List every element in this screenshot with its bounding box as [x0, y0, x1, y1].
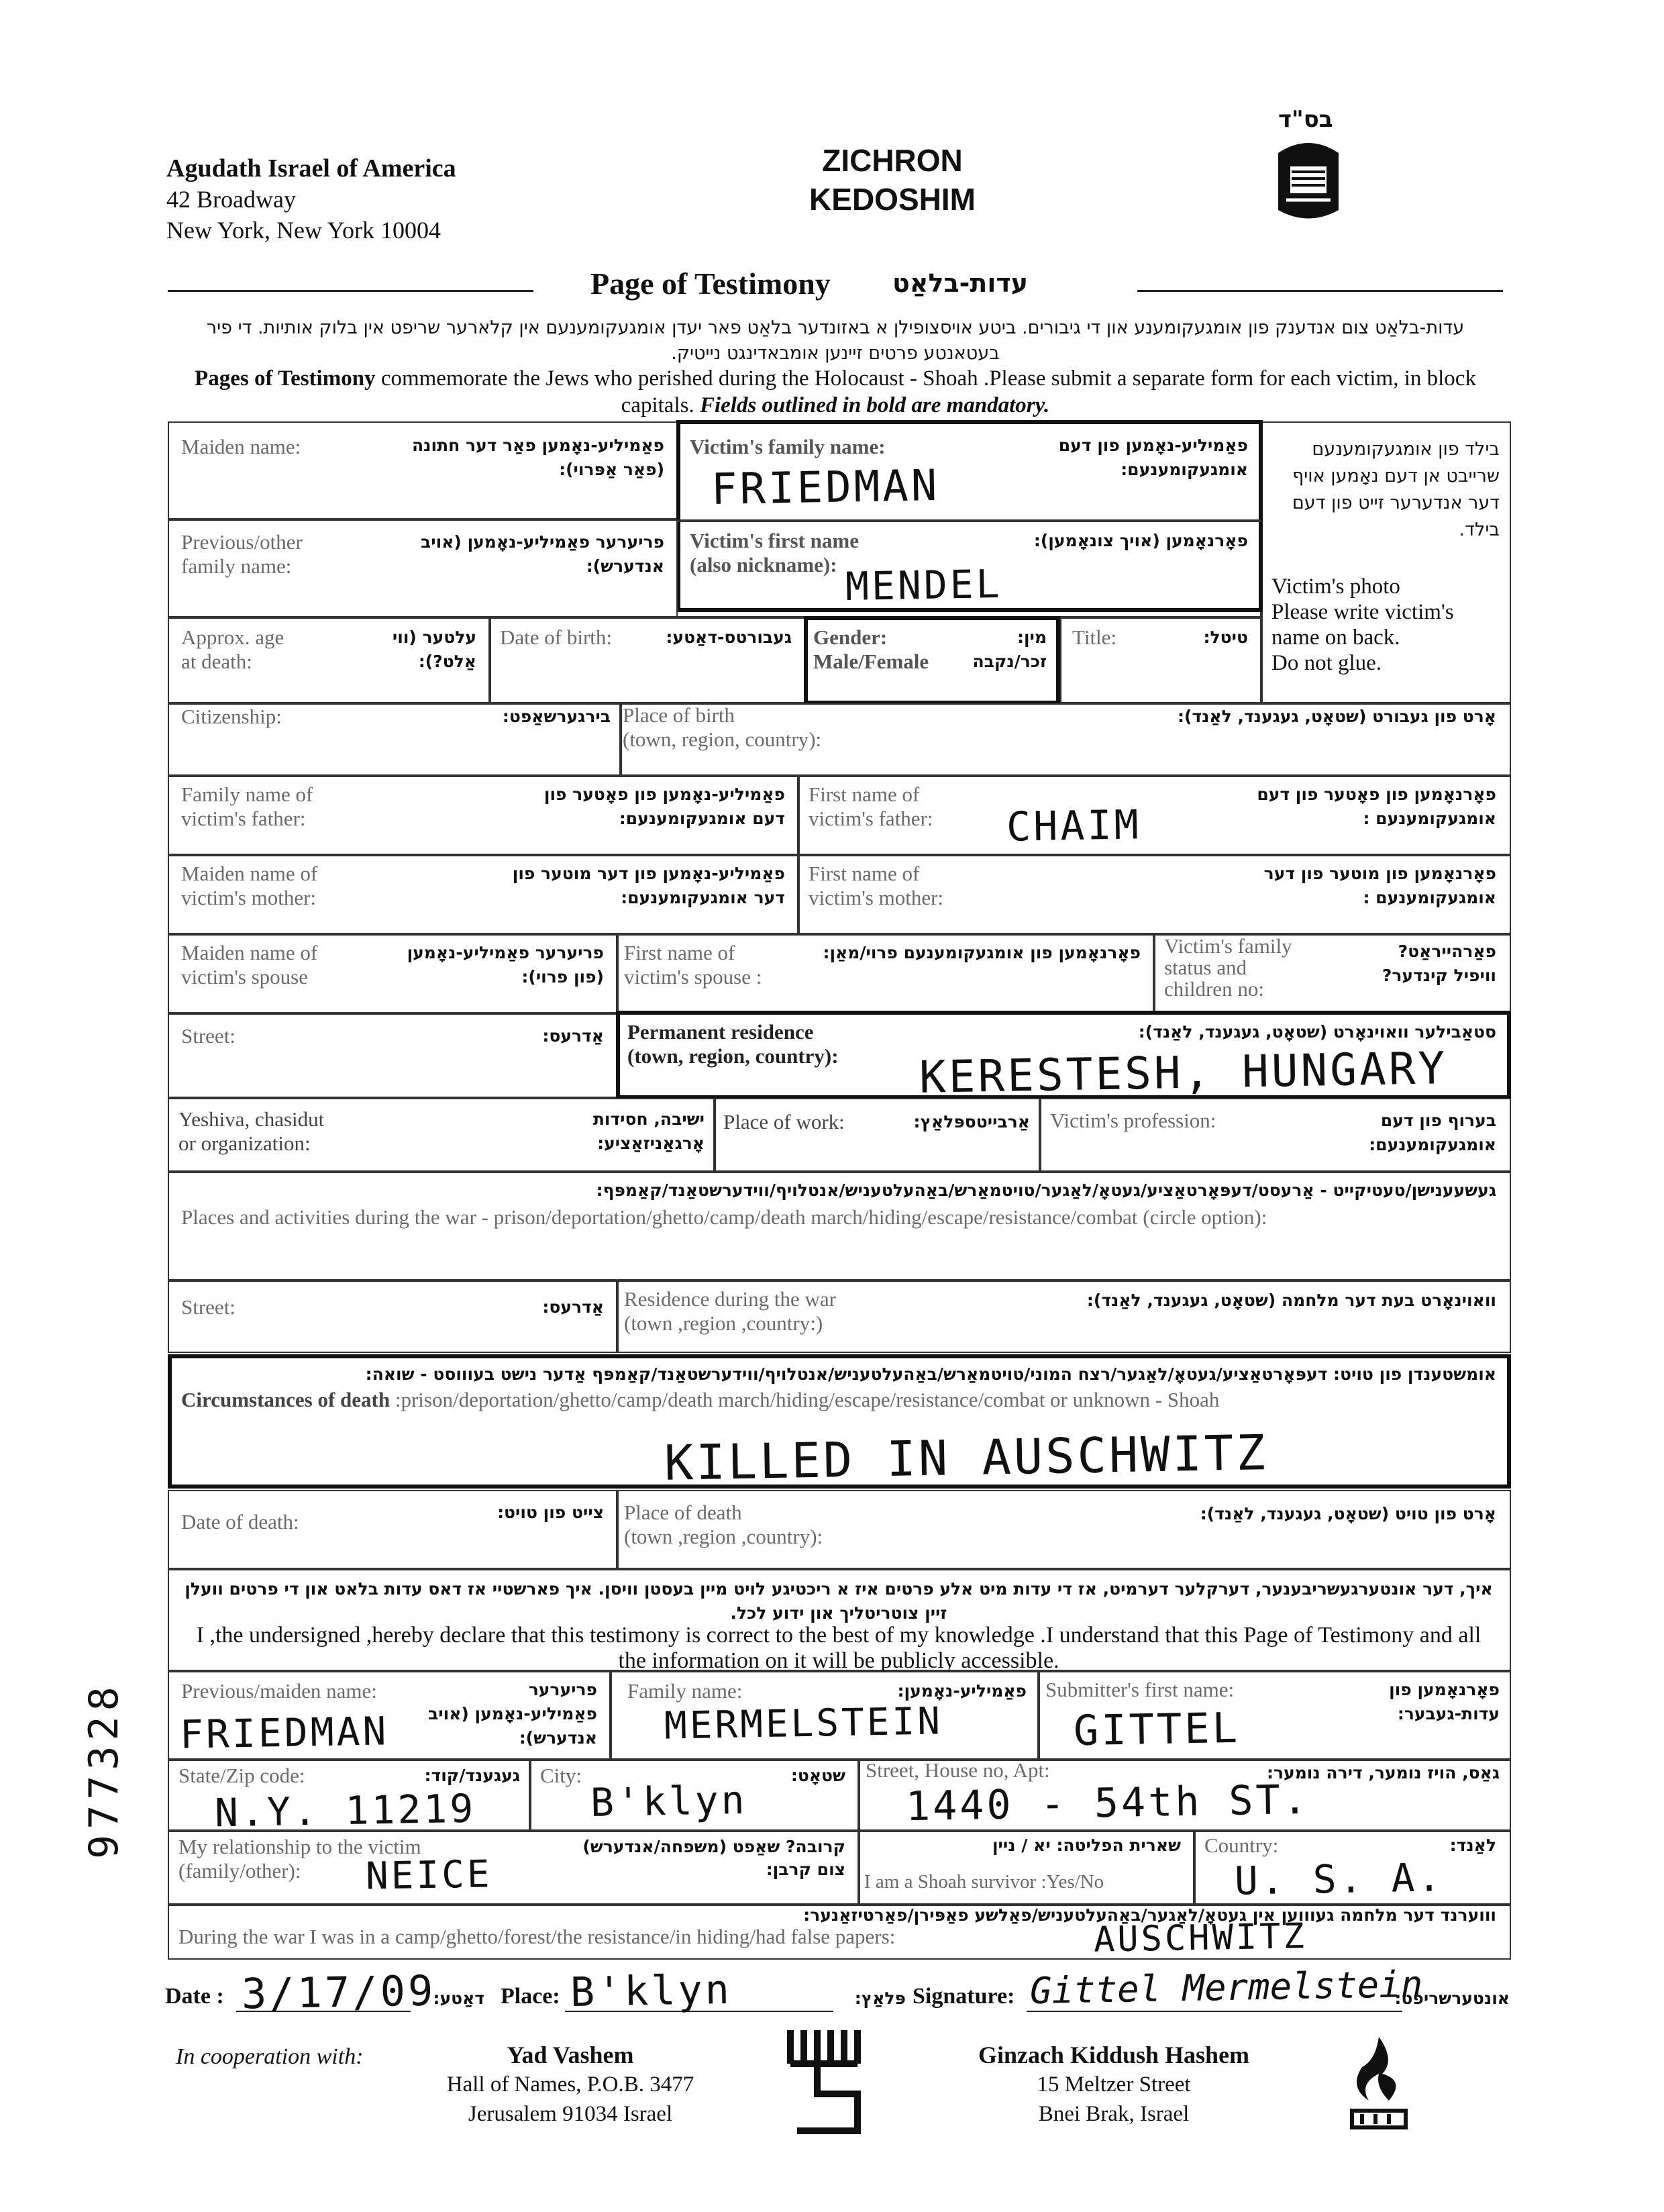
war-street-label: Street: [181, 1295, 236, 1319]
ginzach-address [939, 2040, 1288, 2129]
date-value[interactable]: 3/17/09 [241, 1966, 436, 2019]
father-first-l1: First name of [809, 783, 920, 806]
submitter-street-label-he: גאַס, הויז נומער, דירה נומער: [1267, 1763, 1500, 1782]
maiden-name-label: Maiden name: [181, 435, 301, 458]
place-of-work-cell[interactable] [715, 1098, 1040, 1172]
submitter-first-name-label: Submitter's first name: [1045, 1678, 1235, 1701]
profession-label-he [1349, 1109, 1496, 1157]
place-of-death-l1: Place of death [624, 1501, 742, 1524]
relationship-l1: My relationship to the victim [178, 1835, 421, 1858]
place-value[interactable]: B'klyn [570, 1966, 733, 2017]
yad-vashem-address [403, 2040, 738, 2129]
country-label: Country: [1204, 1833, 1279, 1857]
submitter-previous-name-value[interactable]: FRIEDMAN [179, 1708, 389, 1758]
title-line2: KEDOSHIM [809, 182, 976, 217]
declaration-he: איך, דער אונטערגעשריבענער, דערקלער דערמיט, אז די עדות מיט אלע פרטים איז א ריכטיגע לויט מיין בעסטן וויסן. איך פארשטיי אז דאס עדות בלאט און די פרטים וועלן זיין צוטריטליך און ידוע לכל. [185, 1579, 1493, 1623]
date-of-death-label: Date of death: [181, 1510, 299, 1534]
place-of-death-label [624, 1501, 823, 1549]
title-label-he: טיטל: [1203, 627, 1248, 647]
place-label: Place: [501, 1984, 560, 2009]
mother-first-name-label-he: פאָרנאָמען פון מוטער פון דער אומגעקומענעם : [1263, 864, 1496, 907]
circumstances-value[interactable]: KILLED IN AUSCHWITZ [664, 1424, 1269, 1491]
yeshiva-label-he [523, 1107, 705, 1156]
gender-l2: Male/Female [813, 650, 929, 673]
intro-bold: Pages of Testimony [195, 366, 376, 391]
victim-first-name-l1: Victim's first name [690, 529, 859, 552]
gender-he2: זכר/נקבה [972, 652, 1047, 671]
victim-names-divider [678, 519, 1261, 522]
org-city: New York, New York 10004 [166, 217, 441, 244]
yeshiva-label [178, 1107, 324, 1156]
spouse-maiden-l2: victim's spouse [181, 965, 308, 989]
place-of-death-l2: (town ,region ,country): [624, 1525, 823, 1548]
war-residence-l2: (town ,region ,country:) [624, 1311, 823, 1335]
yeshiva-he1: ישיבה, חסידות [592, 1109, 705, 1129]
handwritten-side-number: 977328 [81, 1681, 127, 1859]
spouse-first-l1: First name of [624, 941, 735, 964]
during-war-label: During the war I was in a camp/ghetto/forest/the resistance/in hiding/had false papers: [178, 1925, 896, 1948]
circumstances-bold: Circumstances of death [181, 1388, 391, 1411]
spouse-maiden-name-label-he: פריערער פאַמיליע-נאָמען (פון פרוי): [407, 943, 604, 987]
victim-family-name-value[interactable]: FRIEDMAN [711, 461, 940, 515]
ginzach-name: Ginzach Kiddush Hashem [978, 2042, 1250, 2068]
yeshiva-he2: אָרגאַניזאַציע: [597, 1134, 705, 1153]
during-war-value[interactable]: AUSCHWITZ [1093, 1916, 1308, 1960]
relationship-label-he: קרובה? שאַפט (משפחה/אנדערש) [582, 1837, 845, 1856]
circumstances-rest: :prison/deportation/ghetto/camp/death march/hiding/escape/resistance/combat or unknown - Shoah [390, 1388, 1220, 1411]
spouse-maiden-name-label [181, 941, 317, 989]
submitter-street-label: Street, House no, Apt: [866, 1758, 1050, 1782]
family-status-l2: status and [1164, 956, 1247, 979]
form-title [725, 141, 1060, 219]
submitter-first-name-value[interactable]: GITTEL [1073, 1703, 1241, 1756]
survivor-label: I am a Shoah survivor :Yes/No [864, 1871, 1104, 1893]
submitter-family-name-label-he: פאַמיליע-נאָמען: [897, 1681, 1027, 1701]
permanent-residence-value[interactable]: KERESTESH, HUNGARY [919, 1042, 1448, 1103]
submitter-first-name-label-he [1355, 1678, 1500, 1726]
relationship-l2: (family/other): [178, 1859, 301, 1882]
place-of-birth-label-he: אָרט פון געבורט (שטאָט, געגענד, לאַנד): [1177, 707, 1496, 726]
circumstances-label [181, 1388, 1503, 1412]
submitter-previous-name-label: Previous/maiden name: [181, 1679, 377, 1703]
state-zip-label: State/Zip code: [178, 1764, 305, 1787]
family-status-l1: Victim's family [1164, 934, 1292, 958]
state-zip-label-he: געגענד/קוד: [424, 1766, 520, 1785]
city-label-he: שטאָט: [790, 1766, 845, 1785]
survivor-label-he1: שארית הפליטה: יא / ניין [992, 1836, 1181, 1855]
profession-label: Victim's profession: [1050, 1109, 1216, 1132]
yad-vashem-line2: Jerusalem 91034 Israel [468, 2102, 673, 2126]
victim-family-name-label: Victim's family name: [690, 435, 886, 458]
country-value[interactable]: U. S. A. [1234, 1854, 1444, 1904]
victim-first-name-label [690, 529, 859, 577]
country-label-he: לאַנד: [1449, 1836, 1496, 1855]
street-label: Street: [181, 1024, 236, 1048]
spouse-first-l2: victim's spouse : [624, 965, 762, 989]
state-zip-value[interactable]: N.Y. 11219 [214, 1785, 476, 1836]
places-activities-label-he: געשעענישן/טעטיקייט - אַרעסט/דעפּאָרטאַציע/געטאָ/לאַגער/טויטמאַרש/באַהעלטעניש/אנטלויף/ווידערשטאַנד/קאַמפּף: [596, 1180, 1496, 1200]
mother-maiden-l1: Maiden name of [181, 862, 318, 885]
previous-family-name-label [181, 530, 303, 579]
permanent-residence-label-he: סטאַבילער וואוינאָרט (שטאָט, געגענד, לאַנד): [1138, 1022, 1496, 1042]
place-of-death-label-he: אָרט פון טויט (שטאָט, געגענד, לאַנד): [1200, 1504, 1496, 1523]
gender-l1: Gender: [813, 625, 888, 649]
during-war-label-he: וווערנד דער מלחמה געוווען אין געטאָ/לאַגער/באַהעלטעניש/פאַלשע פאַפּירן/פאַרטיזאַנער: [803, 1905, 1496, 1925]
submitter-first-he1: פאָרנאָמען פון [1389, 1680, 1500, 1699]
permanent-residence-l1: Permanent residence [627, 1020, 814, 1044]
previous-family-name-l2: family name: [181, 554, 292, 578]
date-of-birth-label: Date of birth: [500, 625, 613, 649]
father-first-l2: victim's father: [809, 807, 933, 830]
page-of-testimony-title-he: עדות-בלאַט [892, 268, 1029, 298]
approx-age-label-he: עלטער (ווי אַלט?): [392, 627, 476, 671]
submitter-family-name-value[interactable]: MERMELSTEIN [664, 1699, 943, 1748]
mother-maiden-name-label [181, 862, 317, 910]
submitter-street-value[interactable]: 1440 - 54th ST. [905, 1776, 1310, 1831]
org-address [166, 153, 456, 246]
intro-mandatory: Fields outlined in bold are mandatory. [699, 393, 1050, 417]
father-first-name-label-he: פאָרנאָמען פון פאָטער פון דעם אומגעקומענעם : [1257, 785, 1496, 828]
submitter-family-name-label: Family name: [627, 1679, 743, 1703]
mother-first-l1: First name of [809, 862, 920, 885]
photo-instructions-he: בילד פון אומגעקומענעם שרייבט אן דעם נאָמען אויף דער אנדערער זייט פון דעם בילד. [1292, 439, 1500, 540]
title-rule-left [168, 290, 533, 292]
war-residence-label-he: וואוינאָרט בעת דער מלחמה (שטאָט, געגענד, לאַנד): [1086, 1291, 1496, 1310]
family-status-label-he [1362, 940, 1496, 988]
agudath-logo-icon [1271, 140, 1345, 227]
cooperation-label: In cooperation with: [176, 2044, 364, 2069]
war-street-label-he: אַדרעס: [542, 1297, 604, 1317]
war-residence-l1: Residence during the war [624, 1287, 836, 1311]
mother-first-l2: victim's mother: [809, 886, 944, 909]
org-street: 42 Broadway [166, 186, 296, 213]
bsd-mark: בס"ד [1278, 106, 1333, 133]
date-of-death-label-he: צייט פון טויט: [497, 1503, 604, 1522]
yeshiva-l1: Yeshiva, chasidut [178, 1107, 325, 1131]
city-value[interactable]: B'klyn [590, 1776, 748, 1826]
circumstances-label-he: אומשטענדן פון טויט: דעפּאָרטאַציע/געטאָ/לאַגער/רצח המוני/טויטמאַרש/באַהעלטעניש/אנטלויף/ווידערשטאַנד/קאַמפּף אַדער נישט בעוווסט - שואה: [365, 1364, 1496, 1384]
submitter-first-he2: עדות-געבער: [1397, 1704, 1500, 1723]
maiden-name-label-he: פאַמיליע-נאָמען פאַר דער חתונה (פאַר אַפּרוי): [411, 436, 664, 479]
org-name: Agudath Israel of America [166, 154, 456, 183]
yeshiva-l2: or organization: [178, 1132, 311, 1155]
permanent-residence-label [627, 1020, 839, 1068]
victim-first-name-label-he: פאָרנאָמען (אויך צונאָמען): [1033, 531, 1248, 550]
place-label-he: פּלאַץ: [854, 1989, 906, 2008]
gender-label [813, 625, 929, 674]
signature-value[interactable]: Gittel Mermelstein [1029, 1962, 1423, 2013]
yad-vashem-logo-icon [777, 2020, 878, 2141]
family-status-l3: children no: [1164, 977, 1264, 1001]
place-of-birth-label [623, 703, 821, 752]
father-family-name-label [181, 783, 313, 831]
gender-label-he [939, 625, 1047, 674]
ginzach-line1: 15 Meltzer Street [1037, 2072, 1191, 2097]
place-of-work-label: Place of work: [723, 1110, 845, 1134]
victim-family-name-label-he: פאַמיליע-נאָמען פון דעם אומגעקומענעם: [1058, 436, 1248, 479]
date-label: Date : [165, 1984, 224, 2009]
profession-he1: בערוף פון דעם [1380, 1111, 1496, 1130]
date-label-he: דאַטע: [433, 1989, 484, 2008]
family-status-label [1164, 936, 1292, 1000]
ginzach-line2: Bnei Brak, Israel [1038, 2102, 1190, 2126]
survivor-label-he2: צום קרבן: [766, 1860, 845, 1879]
page-of-testimony-title: Page of Testimony [590, 266, 831, 301]
title-line1: ZICHRON [822, 143, 963, 178]
spouse-maiden-l1: Maiden name of [181, 941, 318, 964]
date-of-birth-label-he: געבורטס-דאַטע: [666, 627, 792, 647]
victim-first-name-l2: (also nickname): [690, 553, 837, 576]
declaration-en: I ,the undersigned ,hereby declare that this testimony is correct to the best of my knowledge .I understand that this Page of Testimony and all the information on it will be publicly accessible. [196, 1623, 1481, 1673]
previous-family-name-l1: Previous/other [181, 530, 303, 554]
profession-he2: אומגעקומענעם: [1369, 1135, 1496, 1154]
photo-instructions: Victim's photo Please write victim's name on back. Do not glue. [1271, 574, 1454, 675]
family-status-he1: פאַרהייראַט? [1398, 942, 1496, 961]
approx-age-l1: Approx. age [181, 625, 284, 649]
place-of-birth-l1: Place of birth [623, 703, 735, 727]
title-label: Title: [1072, 625, 1117, 649]
war-residence-label [624, 1287, 836, 1336]
submitter-previous-name-label-he: פריערער פאַמיליע-נאָמען (אויב אנדערש): [428, 1680, 597, 1748]
intro-rest: commemorate the Jews who perished during the Holocaust - Shoah .Please submit a separate form for each victim, in block capitals. [375, 366, 1476, 417]
mother-maiden-l2: victim's mother: [181, 886, 317, 909]
family-status-he2: וויפיל קינדער? [1382, 966, 1496, 985]
intro-text-he: עדות-בלאַט צום אנדענק פון אומגעקומענע און די גיבורים. ביטע אויסצופילן א באזונדער בלאַט פאר יעדן אומגעקומענעם אין קלארער שריפט אין בלוק אותיות. די פיר בעטאנטע פרטים זיינען אומבאדינגט נייטיק. [206, 317, 1465, 364]
permanent-residence-l2: (town, region, country): [627, 1044, 839, 1068]
mother-maiden-name-label-he: פאַמיליע-נאָמען פון דער מוטער פון דער אומגעקומענעם: [512, 864, 785, 907]
father-first-name-label [809, 783, 933, 831]
ginzach-logo-icon [1342, 2033, 1416, 2134]
father-family-l2: victim's father: [181, 807, 306, 830]
spouse-first-name-label [624, 941, 762, 989]
place-of-work-label-he: אַרבייטספּלאַץ: [913, 1112, 1030, 1132]
title-rule-right [1137, 290, 1503, 292]
intro-text-en [174, 365, 1496, 419]
city-label: City: [540, 1764, 582, 1787]
approx-age-label [181, 625, 284, 674]
yad-vashem-line1: Hall of Names, P.O.B. 3477 [446, 2072, 694, 2097]
yad-vashem-name: Yad Vashem [507, 2042, 634, 2068]
places-activities-label: Places and activities during the war - prison/deportation/ghetto/camp/death march/hiding/escape/resistance/combat (circle option): [181, 1205, 1267, 1229]
victim-first-name-value[interactable]: MENDEL [845, 560, 1003, 610]
father-family-name-label-he: פאַמיליע-נאָמען פון פאָטער פון דעם אומגעקומענעם: [543, 785, 785, 828]
place-of-birth-l2: (town, region, country): [623, 727, 822, 751]
signature-label: Signature: [913, 1984, 1015, 2009]
relationship-value[interactable]: NEICE [365, 1852, 493, 1899]
citizenship-label-he: בירגערשאַפט: [502, 707, 611, 726]
gender-he1: מין: [1017, 627, 1047, 647]
citizenship-label: Citizenship: [181, 705, 282, 728]
street-label-he: אַדרעס: [542, 1026, 604, 1046]
spouse-first-name-label-he: פאָרנאָמען פון אומגעקומענעם פרוי/מאַן: [823, 943, 1141, 962]
approx-age-l2: at death: [181, 650, 252, 673]
father-family-l1: Family name of [181, 783, 313, 806]
previous-family-name-label-he: פריערער פאַמיליע-נאָמען (אויב אנדערש): [421, 532, 664, 576]
signature-label-he: אונטערשריפט: [1394, 1989, 1510, 2008]
mother-first-name-label [809, 862, 943, 910]
father-first-name-value[interactable]: CHAIM [1006, 801, 1142, 851]
